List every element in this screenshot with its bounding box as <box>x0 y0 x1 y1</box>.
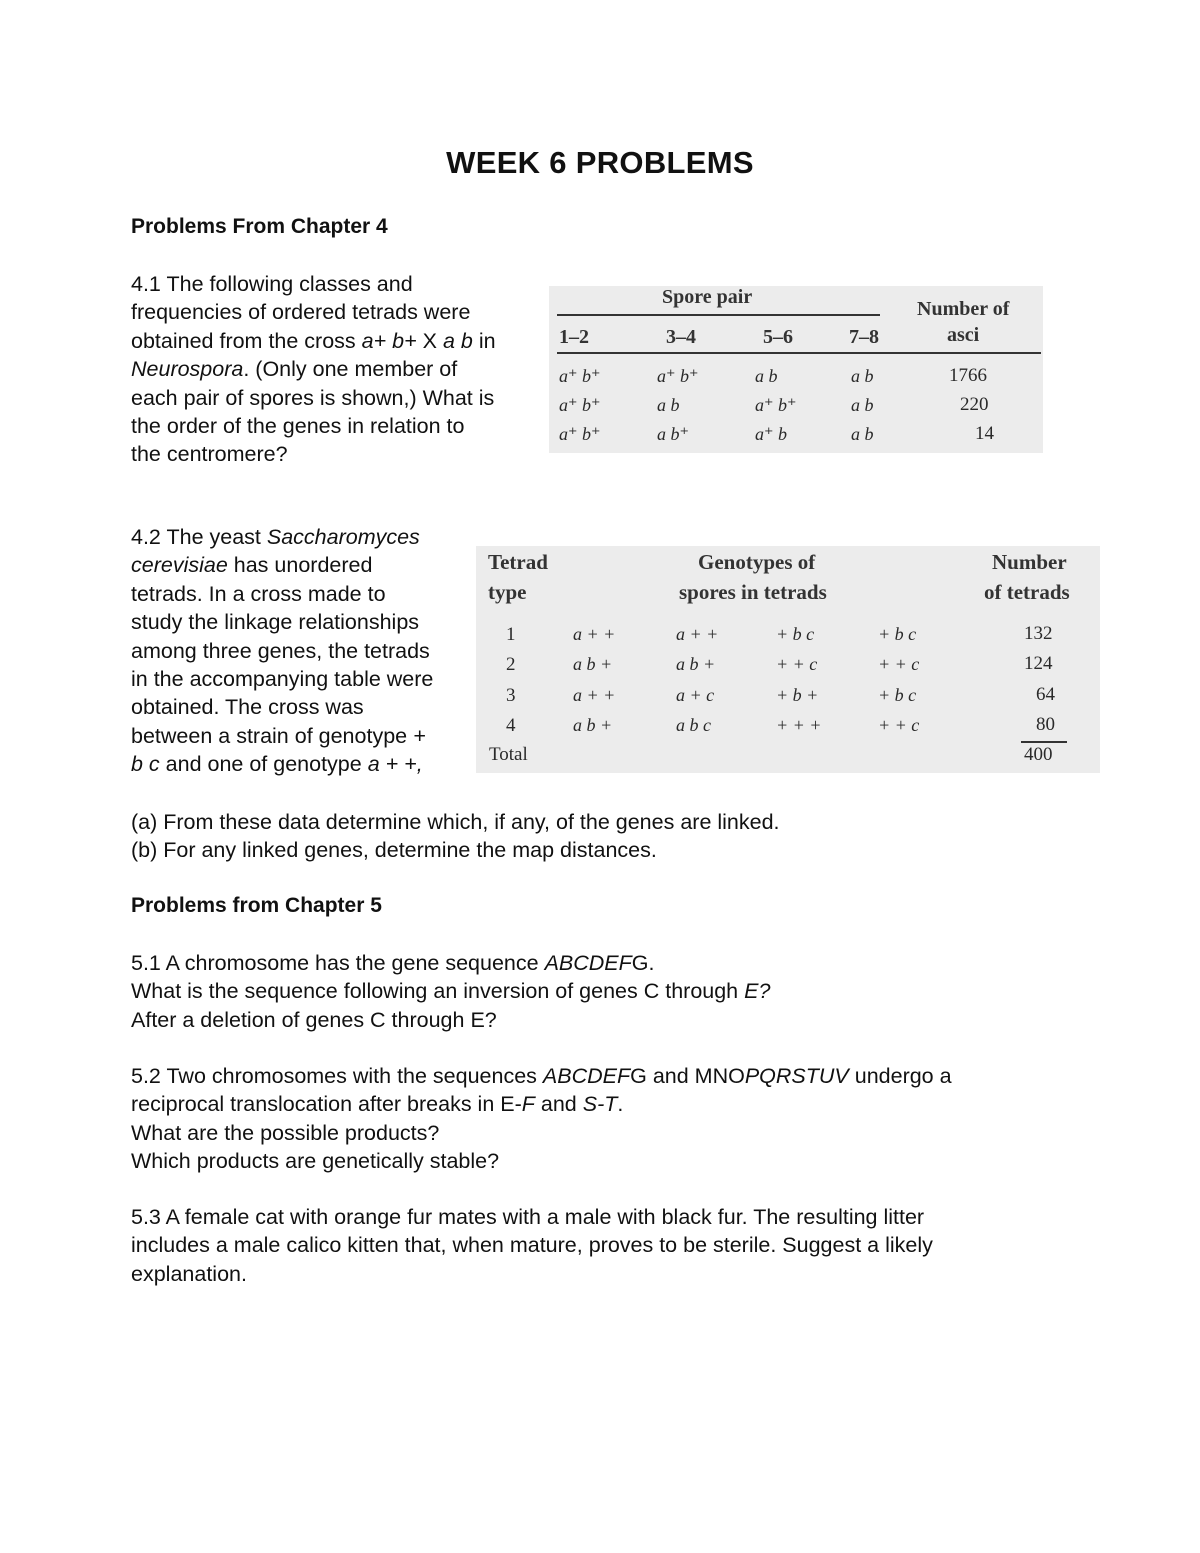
p51-sequence: ABCDEF <box>544 951 632 975</box>
p53-line: includes a male calico kitten that, when mature, proves to be sterile. Suggest a likely <box>131 1233 933 1258</box>
table2-spore: a + c <box>676 685 715 705</box>
p52-text: undergo a <box>848 1064 952 1088</box>
table2-count: 124 <box>1024 653 1053 674</box>
table1-cell: a⁺ b⁺ <box>755 395 797 415</box>
p53-line: 5.3 A female cat with orange fur mates with a male with black fur. The resulting litter <box>131 1205 925 1229</box>
p42-line: in the accompanying table were <box>131 667 434 692</box>
table2-spore: a + + <box>676 624 719 644</box>
table1-header-rule <box>557 314 880 316</box>
unordered-tetrad-table <box>476 546 1100 773</box>
p52-text: reciprocal translocation after breaks in E- <box>131 1092 522 1117</box>
p51-line: After a deletion of genes C through E? <box>131 1007 497 1032</box>
p52-text: . <box>617 1092 624 1117</box>
p52-text: and <box>534 1092 583 1117</box>
table2-spore: a + + <box>573 685 616 705</box>
table2-total-rule <box>1021 741 1067 743</box>
table2-spore: + + c <box>878 715 920 735</box>
table2-type-header: type <box>488 580 527 604</box>
p41-line: each pair of spores is shown,) What is <box>131 385 495 410</box>
table1-cell: a⁺ b⁺ <box>559 395 601 415</box>
p42-text: 4.2 The yeast <box>131 525 267 549</box>
p52-text: G and MNO <box>630 1064 745 1088</box>
p51-text: What is the sequence following an inversion of genes C through <box>131 979 745 1004</box>
table2-spore: a + + <box>573 624 616 644</box>
table2-spore: + + c <box>878 654 920 674</box>
problem-4-2 <box>131 523 433 779</box>
p42-genotype: b c <box>131 752 160 777</box>
p41-line: the order of the genes in relation to <box>131 414 465 439</box>
table1-cell: a⁺ b⁺ <box>559 366 601 386</box>
table2-of-tetrads-header: of tetrads <box>984 580 1070 604</box>
table1-cell: a b <box>755 366 778 386</box>
p42-genus: Saccharomyces <box>266 525 420 549</box>
table2-spore: + b c <box>878 685 917 705</box>
p41-cross-x: X <box>416 328 443 353</box>
p52-sequence: PQRSTUV <box>744 1064 849 1088</box>
table2-spore: + + c <box>776 654 818 674</box>
p42-line: tetrads. In a cross made to <box>131 581 386 606</box>
p42-species: cerevisiae <box>131 553 228 578</box>
table1-cell: a b <box>851 395 874 415</box>
table2-total: 400 <box>1024 744 1053 765</box>
table2-spores-header: spores in tetrads <box>679 580 827 604</box>
p41-organism: Neurospora <box>131 357 244 382</box>
p41-line: frequencies of ordered tetrads were <box>131 300 471 325</box>
table1-cell: a⁺ b <box>755 424 788 444</box>
table1-cell: a b <box>851 424 874 444</box>
p52-line: Which products are genetically stable? <box>131 1149 500 1174</box>
table1-spore-pair-header: Spore pair <box>662 286 753 308</box>
table2-count: 64 <box>1036 684 1055 705</box>
table2-spore: + b c <box>776 624 815 644</box>
table1-col-header: 7–8 <box>849 326 879 348</box>
table1-number-header: Number of <box>917 298 1010 320</box>
question-a: (a) From these data determine which, if any, of the genes are linked. <box>131 810 780 834</box>
table2-spore: + b c <box>878 624 917 644</box>
p42-line: study the linkage relationships <box>131 610 420 635</box>
table1-count: 14 <box>975 423 994 444</box>
p52-gene: F <box>521 1092 535 1117</box>
p42-line <box>131 551 433 579</box>
table2-type: 3 <box>506 685 516 706</box>
problem-5-2 <box>131 1062 952 1176</box>
table1-cell: a b <box>657 395 680 415</box>
p52-text: 5.2 Two chromosomes with the sequences <box>131 1064 543 1088</box>
table1-cell: a b <box>851 366 874 386</box>
p41-line: 4.1 The following classes and <box>131 272 413 296</box>
p52-line <box>131 1090 952 1118</box>
p51-text: 5.1 A chromosome has the gene sequence <box>131 951 545 975</box>
p53-line: explanation. <box>131 1261 247 1286</box>
table1-col-header: 3–4 <box>666 326 696 348</box>
ordered-tetrad-table <box>549 286 1043 453</box>
p42-line: obtained. The cross was <box>131 695 364 720</box>
table2-type: 1 <box>506 624 516 645</box>
table1-count: 1766 <box>949 365 987 386</box>
p52-sequence: ABCDEF <box>542 1064 631 1088</box>
question-b: (b) For any linked genes, determine the map distances. <box>131 838 657 863</box>
table1-col-header: 5–6 <box>763 326 793 348</box>
p42-text: between a strain of genotype <box>131 723 414 748</box>
p41-text: obtained from the cross <box>131 328 362 353</box>
table1-body-rule <box>557 352 1041 354</box>
page-title: WEEK 6 PROBLEMS <box>446 145 754 180</box>
p42-line <box>131 722 433 750</box>
p41-line: the centromere? <box>131 442 288 467</box>
p41-line <box>131 327 496 355</box>
table2-spore: + b + <box>776 685 819 705</box>
table1-col-header: 1–2 <box>559 326 589 348</box>
table2-count: 80 <box>1036 714 1055 735</box>
p41-cross-parent2: a b <box>442 328 473 353</box>
table2-genotypes-header: Genotypes of <box>698 550 816 574</box>
table1-cell: a⁺ b⁺ <box>559 424 601 444</box>
table2-spore: + + + <box>776 715 822 735</box>
p41-line <box>131 355 496 383</box>
p52-line: What are the possible products? <box>131 1120 440 1145</box>
p52-gene: S-T <box>582 1092 618 1117</box>
p51-line <box>131 949 770 977</box>
problem-5-3 <box>131 1203 933 1288</box>
chapter-4-heading: Problems From Chapter 4 <box>131 215 388 238</box>
table2-spore: a b + <box>676 654 716 674</box>
table2-type: 4 <box>506 715 516 736</box>
table2-number-header: Number <box>992 550 1067 574</box>
p42-line <box>131 750 433 778</box>
p42-genotype: a + +, <box>367 752 423 777</box>
p51-gene: E? <box>744 979 771 1004</box>
p41-cross-parent1: a+ b+ <box>361 328 417 353</box>
p42-line: among three genes, the tetrads <box>131 638 430 663</box>
table1-count: 220 <box>960 394 989 415</box>
problem-5-1 <box>131 949 770 1034</box>
p42-line <box>131 523 433 551</box>
p41-in: in <box>472 328 496 353</box>
table2-spore: a b c <box>676 715 711 735</box>
p51-line <box>131 977 770 1005</box>
p41-text: . (Only one member of <box>243 357 458 382</box>
table1-asci-header: asci <box>947 324 980 346</box>
problem-4-1 <box>131 270 496 469</box>
p42-genotype: + <box>413 723 426 748</box>
table1-cell: a b⁺ <box>657 424 690 444</box>
table2-total-label: Total <box>489 744 528 765</box>
table2-spore: a b + <box>573 715 613 735</box>
p42-text: has unordered <box>227 553 373 578</box>
p52-line <box>131 1062 952 1090</box>
table1-cell: a⁺ b⁺ <box>657 366 699 386</box>
chapter-5-heading: Problems from Chapter 5 <box>131 894 382 917</box>
table2-count: 132 <box>1024 623 1053 644</box>
table2-spore: a b + <box>573 654 613 674</box>
p42-text: and one of genotype <box>159 752 368 777</box>
problem-4-2-questions <box>131 808 780 865</box>
p51-text: G. <box>631 951 655 975</box>
table2-type: 2 <box>506 654 516 675</box>
table2-tetrad-header: Tetrad <box>488 550 548 574</box>
